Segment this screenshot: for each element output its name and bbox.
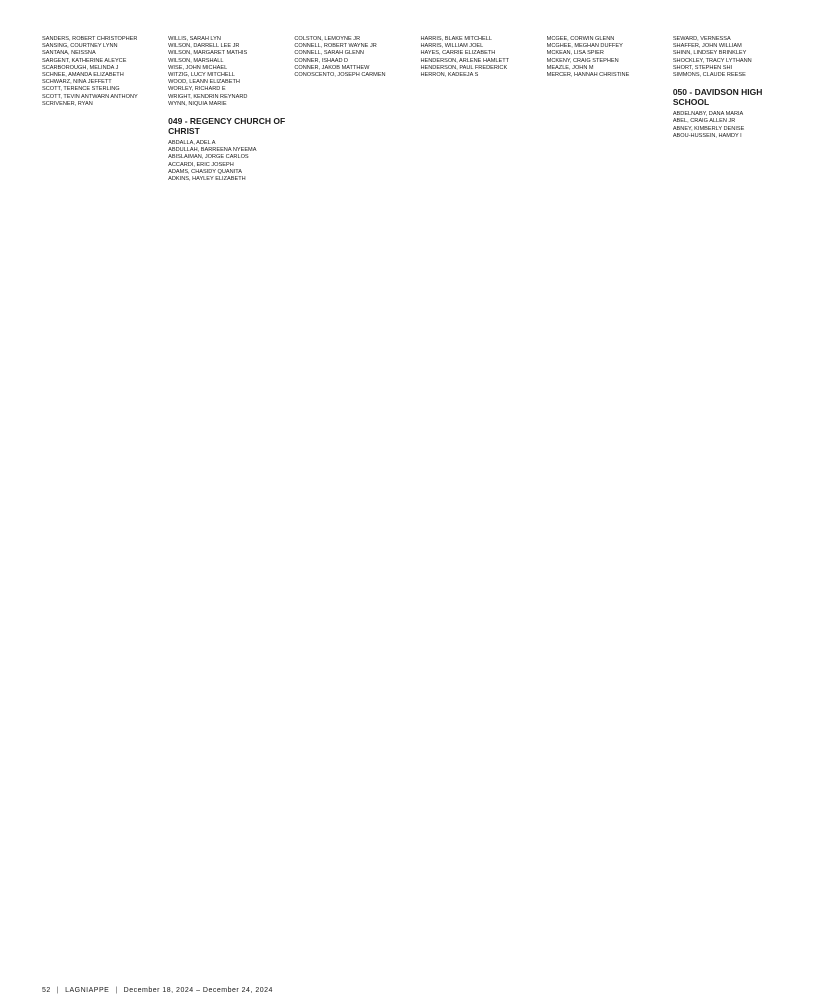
voter-entry: CONOSCENTO, JOSEPH CARMEN (294, 72, 386, 79)
column-6 (673, 36, 791, 966)
voter-entry: MCGHEE, MEGHAN DUFFEY (546, 43, 623, 50)
voter-entry: WOOD, LEANN ELIZABETH (168, 79, 240, 86)
voter-entry: CONNELL, SARAH GLENN (294, 50, 364, 57)
voter-entry: COLSTON, LEMOYNE JR (294, 36, 361, 42)
voter-entry: HAYES, CARRIE ELIZABETH (420, 50, 496, 57)
footer-separator: | (115, 987, 118, 994)
voter-entry: WILLIS, SARAH LYN (168, 36, 221, 42)
voter-entry: HENDERSON, ARLENE HAMLETT (420, 57, 510, 64)
voter-entry: SIMMONS, CLAUDE REESE (672, 72, 746, 79)
voter-entry: ADAMS, CHASIDY QUANITA (168, 168, 242, 175)
column-2 (168, 36, 286, 966)
voter-entry: SHAFFER, JOHN WILLIAM (672, 43, 742, 50)
voter-entry: SANDERS, ROBERT CHRISTOPHER (42, 36, 138, 42)
page-footer (42, 987, 273, 994)
voter-entry: ABOU-HUSSEIN, HAMDY I (672, 132, 742, 139)
voter-entry: ABDULLAH, BARREENA NYEEMA (168, 147, 257, 154)
voter-entry: HARRIS, BLAKE MITCHELL (420, 36, 492, 42)
voter-entry: MCKENY, CRAIG STEPHEN (546, 57, 619, 64)
voter-entry: WILSON, MARSHALL (168, 57, 224, 64)
voter-list-columns (42, 36, 791, 966)
voter-entry: WITZIG, LUCY MITCHELL (168, 72, 235, 79)
voter-entry: ACCARDI, ERIC JOSEPH (168, 161, 234, 168)
voter-entry: CONNER, ISHAAD D (294, 57, 349, 64)
voter-entry: MERCER, HANNAH CHRISTINE (546, 72, 630, 79)
voter-entry: SHORT, STEPHEN SHI (672, 64, 733, 71)
voter-entry: ADKINS, HAYLEY ELIZABETH (168, 176, 246, 183)
voter-entry: WYNN, NIQUIA MARIE (168, 100, 227, 107)
footer-separator: | (56, 987, 60, 994)
voter-entry: SANSING, COURTNEY LYNN (42, 43, 118, 50)
voter-entry: MCGEE, CORWIN GLENN (546, 36, 615, 42)
voter-entry: ABDELNABY, DANA MARIA (672, 111, 744, 118)
voter-entry: HARRIS, WILLIAM JOEL (420, 43, 484, 50)
voter-entry: ABISLAIMAN, JORGE CARLOS (168, 154, 249, 161)
voter-entry: MCKEAN, LISA SPIER (546, 50, 604, 57)
voter-entry: WILSON, DARRELL LEE JR (168, 43, 240, 50)
voter-entry: MEAZLE, JOHN M (546, 64, 594, 71)
voter-entry: WRIGHT, KENDRIN REYNARD (168, 93, 248, 100)
precinct-heading: 049 - REGENCY CHURCH OF CHRIST (168, 116, 286, 137)
voter-entry: CONNELL, ROBERT WAYNE JR (294, 43, 377, 50)
issue-date-range: December 18, 2024 – December 24, 2024 (123, 987, 273, 994)
voter-entry: SCHNEE, AMANDA ELIZABETH (42, 72, 124, 79)
voter-entry: HERRON, KADEEJA S (420, 72, 479, 79)
column-5 (547, 36, 665, 966)
voter-entry: ABNEY, KIMBERLY DENISE (672, 125, 745, 132)
voter-entry: WORLEY, RICHARD E (168, 86, 226, 93)
page-number: 52 (42, 987, 51, 994)
voter-entry: ABDALLA, ADEL A (168, 140, 216, 147)
column-4 (420, 36, 538, 966)
voter-entry: SCOTT, TEVIN ANTWARN ANTHONY (42, 93, 138, 100)
voter-entry: SANTANA, NEISSNA (42, 50, 96, 57)
precinct-heading: 050 - DAVIDSON HIGH SCHOOL (672, 87, 763, 108)
voter-entry: SHOCKLEY, TRACY LYTHANN (672, 57, 752, 64)
voter-entry: SEWARD, VERNESSA (672, 36, 731, 42)
voter-entry: WILSON, MARGARET MATHIS (168, 50, 248, 57)
column-3 (294, 36, 412, 966)
voter-entry: SCARBOROUGH, MELINDA J (42, 64, 119, 71)
column-1 (42, 36, 160, 966)
voter-entry: HENDERSON, PAUL FREDERICK (420, 64, 508, 71)
voter-entry: SCHWARZ, NINA JEFFETT (42, 79, 112, 86)
voter-entry: SHINN, LINDSEY BRINKLEY (672, 50, 747, 57)
voter-entry: SCOTT, TERENCE STERLING (42, 86, 120, 93)
voter-entry: SCRIVENER, RYAN (42, 100, 93, 107)
voter-entry: WISE, JOHN MICHAEL (168, 64, 228, 71)
voter-entry: SARGENT, KATHERINE ALEYCE (42, 57, 127, 64)
voter-entry: CONNER, JAKOB MATTHEW (294, 64, 370, 71)
publication-name: LAGNIAPPE (65, 987, 110, 994)
voter-entry: ABEL, CRAIG ALLEN JR (672, 118, 736, 125)
